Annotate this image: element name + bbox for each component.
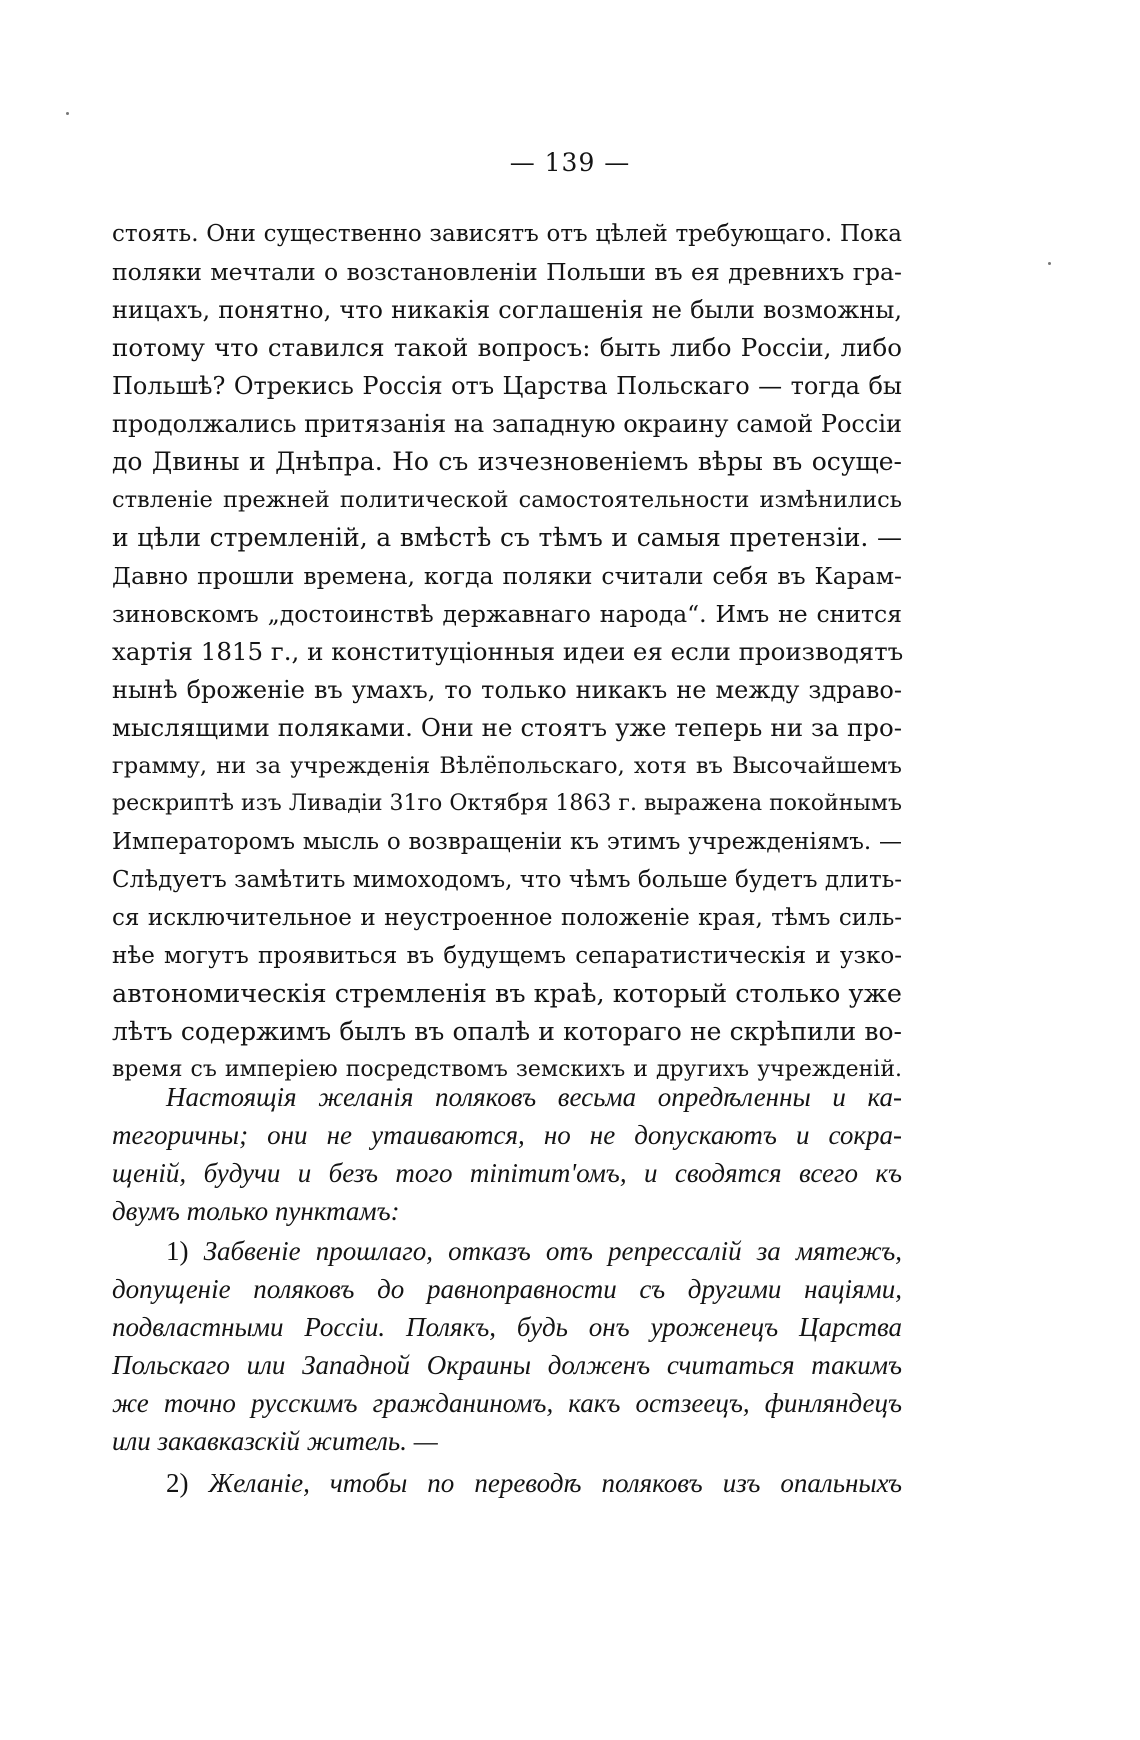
text-line: рескриптѣ изъ Ливадіи 31го Октября 1863 г. выражена покойнымъ bbox=[112, 791, 902, 816]
text-line: двумъ только пунктамъ: bbox=[112, 1196, 400, 1226]
text-line: Польшѣ? Отрекись Россія отъ Царства Польскаго — тогда бы bbox=[112, 372, 902, 400]
paragraph-main bbox=[112, 215, 902, 1089]
text-line: ся исключительное и неустроенное положеніе края, тѣмъ силь- bbox=[112, 905, 902, 931]
text-line: допущеніе поляковъ до равноправности съ другими націями, bbox=[112, 1274, 902, 1304]
text-line: продолжались притязанія на западную окраину самой Россіи bbox=[112, 410, 902, 438]
text-line: до Двины и Днѣпра. Но съ изчезновеніемъ вѣры въ осуще- bbox=[112, 447, 902, 476]
text-line: Императоромъ мысль о возвращеніи къ этимъ учрежденіямъ. — bbox=[112, 829, 902, 855]
text-line: Слѣдуетъ замѣтить мимоходомъ, что чѣмъ больше будетъ длить- bbox=[112, 867, 902, 893]
text-line: грамму, ни за учрежденія Вѣлёпольскаго, хотя въ Высочайшемъ bbox=[112, 753, 902, 779]
text-line: зиновскомъ „достоинствѣ державнаго народа“. Имъ не снится bbox=[112, 600, 902, 628]
text-line bbox=[112, 1464, 902, 1502]
paragraph-demands bbox=[112, 1078, 902, 1230]
text-line: тегоричны; они не утаиваются, но не допускаютъ и сокра- bbox=[112, 1120, 902, 1150]
text-line: Давно прошли времена, когда поляки считали себя въ Карам- bbox=[112, 562, 902, 590]
text-line: мыслящими поляками. Они не стоятъ уже теперь ни за про- bbox=[112, 713, 902, 742]
text-line: щеній, будучи и безъ того minimum'омъ, и сводятся всего къ bbox=[112, 1158, 902, 1188]
text-line: и цѣли стремленій, а вмѣстѣ съ тѣмъ и самыя претензіи. — bbox=[112, 523, 902, 552]
text-line: поляки мечтали о возстановленіи Польши въ ея древнихъ гра- bbox=[112, 258, 902, 286]
page-number: — 139 — bbox=[509, 148, 631, 177]
text-line: подвластными Россіи. Полякъ, будь онъ уроженецъ Царства bbox=[112, 1312, 902, 1342]
text-line: нынѣ броженіе въ умахъ, то только никакъ не между здраво- bbox=[112, 676, 902, 704]
text-line: Настоящія желанія поляковъ весьма опредѣленны и ка- bbox=[166, 1082, 902, 1112]
paper-speck bbox=[1048, 262, 1051, 265]
text-line: хартія 1815 г., и конституціонныя идеи ея если производятъ bbox=[112, 637, 904, 666]
text-line: автономическія стремленія въ краѣ, который столько уже bbox=[112, 979, 902, 1009]
text-line: потому что ставился такой вопросъ: быть либо Россіи, либо bbox=[112, 333, 902, 362]
text-line: лѣтъ содержимъ былъ въ опалѣ и котораго не скрѣпили во- bbox=[112, 1017, 902, 1046]
list-item-1 bbox=[112, 1232, 902, 1460]
text-line bbox=[112, 1232, 902, 1270]
paper-speck bbox=[66, 112, 69, 115]
text-line: Польскаго или Западной Окраины долженъ считаться такимъ bbox=[112, 1350, 902, 1380]
list-item-text: Желаніе, чтобы по переводѣ поляковъ изъ опальныхъ bbox=[208, 1468, 902, 1498]
list-item-2 bbox=[112, 1464, 902, 1502]
text-line: ствленіе прежней политической самостоятельности измѣнились bbox=[112, 487, 902, 513]
text-line: стоять. Они существенно зависятъ отъ цѣлей требующаго. Пока bbox=[112, 221, 902, 247]
list-item-text: Забвеніе прошлаго, отказъ отъ репрессалій за мятежъ, bbox=[203, 1236, 903, 1266]
text-line: ницахъ, понятно, что никакія соглашенія не были возможны, bbox=[112, 296, 902, 324]
text-line: же точно русскимъ гражданиномъ, какъ остзеецъ, финляндецъ bbox=[112, 1388, 902, 1418]
list-marker: 1) bbox=[166, 1236, 189, 1266]
list-marker: 2) bbox=[166, 1468, 189, 1498]
text-line: или закавказскій житель. — bbox=[112, 1426, 438, 1456]
text-line: время съ имперіею посредствомъ земскихъ и другихъ учрежденій. bbox=[112, 1057, 902, 1082]
text-line: нѣе могутъ проявиться въ будущемъ сепаратистическія и узко- bbox=[112, 943, 902, 969]
